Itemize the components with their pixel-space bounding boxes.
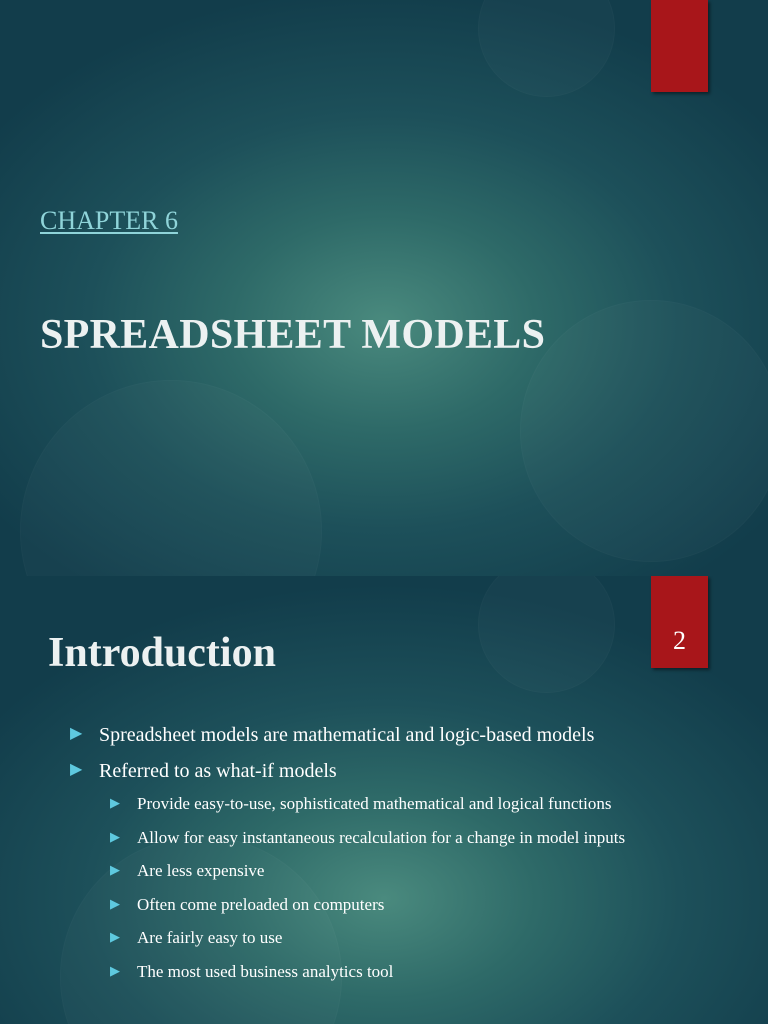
slide-number-tab — [651, 576, 708, 668]
bullet-text: Provide easy-to-use, sophisticated mathematical and logical functions — [137, 794, 612, 813]
triangle-right-icon: ▶ — [110, 828, 120, 844]
slide-introduction — [0, 576, 768, 1024]
triangle-right-icon: ▶ — [110, 862, 120, 878]
bullet-text: Are fairly easy to use — [137, 928, 283, 948]
decorative-circle — [478, 576, 615, 693]
section-heading: Introduction — [48, 630, 276, 676]
slide-title-heading: SPREADSHEET MODELS — [40, 312, 546, 358]
bullet-item — [0, 960, 768, 994]
decorative-circle — [520, 300, 768, 562]
bullet-text: Often come preloaded on computers — [137, 894, 385, 914]
slide-number: 2 — [673, 626, 686, 655]
bullet-list — [0, 720, 768, 994]
bullet-item — [0, 826, 768, 860]
bullet-item — [0, 720, 768, 756]
bullet-item — [0, 756, 768, 792]
chapter-link[interactable]: CHAPTER 6 — [40, 206, 178, 235]
bullet-item — [0, 893, 768, 927]
triangle-right-icon: ▶ — [110, 962, 120, 978]
decorative-circle — [20, 380, 322, 576]
bullet-text: The most used business analytics tool — [137, 961, 394, 981]
bullet-item — [0, 792, 768, 826]
bullet-text: Spreadsheet models are mathematical and logic-based models — [99, 724, 595, 746]
triangle-right-icon: ▶ — [110, 929, 120, 945]
decorative-circle — [478, 0, 615, 97]
red-accent-tab — [651, 0, 708, 92]
triangle-right-icon: ▶ — [70, 725, 83, 742]
bullet-text: Allow for easy instantaneous recalculation for a change in model inputs — [137, 827, 626, 847]
triangle-right-icon: ▶ — [110, 895, 120, 911]
bullet-item — [0, 859, 768, 893]
bullet-text: Are less expensive — [137, 861, 265, 881]
bullet-item — [0, 926, 768, 960]
triangle-right-icon: ▶ — [110, 795, 120, 810]
triangle-right-icon: ▶ — [70, 761, 83, 778]
bullet-text: Referred to as what-if models — [99, 760, 337, 782]
